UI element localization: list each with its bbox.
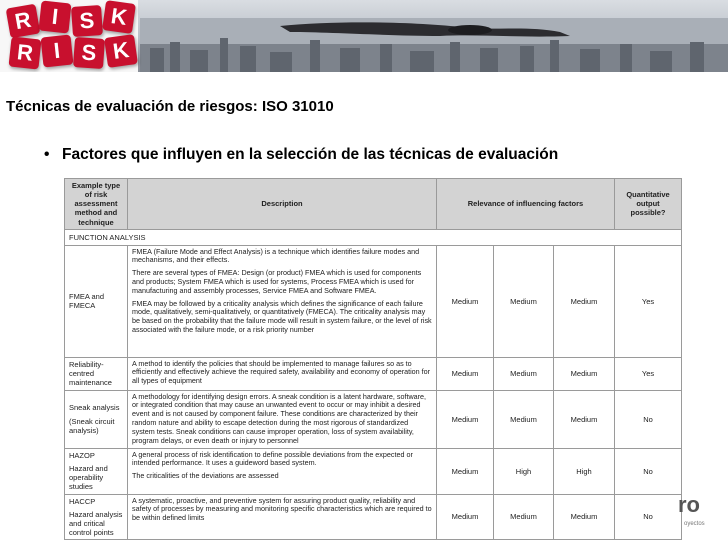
quantitative-cell: Yes — [615, 357, 682, 390]
relevance-cell: Medium — [494, 245, 554, 357]
watermark-logo: ro — [678, 492, 700, 517]
description-paragraph: A general process of risk identification to define possible deviations from the expected or intended performance. It uses a guideword based system. — [132, 449, 413, 468]
bullet-text: Factores que influyen en la selección de las técnicas de evaluación — [62, 146, 559, 163]
risk-logo-tile: S — [71, 5, 103, 37]
relevance-cell: Medium — [437, 357, 494, 390]
risk-logo-tile: R — [6, 4, 41, 39]
relevance-cell: High — [554, 448, 615, 494]
description-cell — [128, 357, 437, 390]
risk-techniques-table — [64, 178, 682, 540]
description-paragraph: FMEA may be followed by a criticality analysis which defines the significance of each failure mode, qualitatively, semi-qualitatively, or quantitatively (FMECA). The criticality analysis may be based on the probability that the failure mode will result in system failure, or the level of risk associated with the failure mode, or a risk priority number — [132, 298, 432, 334]
risk-logo-tile: I — [39, 1, 72, 34]
technique-cell — [65, 357, 128, 390]
quantitative-cell: Yes — [615, 245, 682, 357]
technique-subtitle: (Sneak circuit analysis) — [69, 416, 115, 435]
technique-name: HAZOP — [69, 450, 95, 460]
description-paragraph: The criticalities of the deviations are assessed — [132, 471, 279, 481]
quantitative-cell: No — [615, 494, 682, 540]
relevance-cell: Medium — [554, 245, 615, 357]
relevance-cell: Medium — [437, 245, 494, 357]
relevance-cell: Medium — [437, 390, 494, 448]
technique-name: Reliability-centred maintenance — [69, 359, 112, 388]
technique-cell — [65, 390, 128, 448]
relevance-cell: Medium — [554, 494, 615, 540]
header-technique: Example type of risk assessment method and technique — [65, 179, 128, 230]
description-cell — [128, 494, 437, 540]
table-row — [65, 245, 682, 357]
section-label: FUNCTION ANALYSIS — [65, 229, 682, 245]
relevance-cell: Medium — [437, 494, 494, 540]
technique-name: HACCP — [69, 496, 96, 506]
relevance-cell: Medium — [437, 448, 494, 494]
risk-logo — [0, 0, 138, 72]
technique-cell — [65, 494, 128, 540]
header-relevance: Relevance of influencing factors — [437, 179, 615, 230]
technique-subtitle: Hazard analysis and critical control points — [69, 509, 123, 538]
city-skyline-image — [140, 18, 728, 72]
bullet-dot-icon: • — [44, 146, 50, 163]
table-row — [65, 448, 682, 494]
description-paragraph: There are several types of FMEA: Design (or product) FMEA which is used for components and products; System FMEA which is used for systems, Process FMEA which is used for manufacturing and assembly processes, Service FMEA and Software FMEA. — [132, 268, 422, 295]
technique-name: Sneak analysis — [69, 403, 120, 413]
header-quantitative: Quantitative output possible? — [615, 179, 682, 230]
relevance-cell: Medium — [554, 390, 615, 448]
description-paragraph: FMEA (Failure Mode and Effect Analysis) is a technique which identifies failure modes and mechanisms, and their effects. — [132, 246, 420, 265]
relevance-cell: Medium — [494, 357, 554, 390]
risk-logo-tile: K — [104, 34, 138, 68]
technique-name: FMEA and FMECA — [69, 292, 105, 311]
header-description: Description — [128, 179, 437, 230]
slide-title: Técnicas de evaluación de riesgos: ISO 31010 — [6, 98, 334, 115]
risk-logo-tile: S — [73, 37, 105, 69]
description-paragraph: A systematic, proactive, and preventive system for assuring product quality, reliability and safety of processes by measuring and monitoring specific characteristics which are required to be within defined limits — [132, 495, 432, 523]
description-cell — [128, 245, 437, 357]
header-banner — [0, 0, 728, 72]
description-paragraph: A methodology for identifying design errors. A sneak condition is a latent hardware, software, or integrated condition that may cause an unwanted event to occur or may inhibit a desired event and is not caused by component failure. These conditions are characterized by their random nature and ability to escape detection during the most rigorous of standardized system tests. Sneak conditions can cause improper operation, loss of system availability, program delays, or even death or injury to personnel — [132, 391, 427, 445]
technique-subtitle: Hazard and operability studies — [69, 464, 108, 492]
description-cell — [128, 390, 437, 448]
risk-logo-tile: I — [41, 35, 74, 68]
relevance-cell: Medium — [494, 494, 554, 540]
bullet-item — [44, 146, 558, 164]
section-row — [65, 229, 682, 245]
description-cell — [128, 448, 437, 494]
risk-logo-tile: K — [102, 0, 136, 34]
quantitative-cell: No — [615, 390, 682, 448]
relevance-cell: Medium — [554, 357, 615, 390]
table-row — [65, 494, 682, 540]
table-row — [65, 390, 682, 448]
technique-cell — [65, 245, 128, 357]
quantitative-cell: No — [615, 448, 682, 494]
watermark-subtext: oyectos — [684, 521, 705, 527]
description-paragraph: A method to identify the policies that should be implemented to manage failures so as to efficiently and effectively achieve the required safety, availability and economy of operation for all types of equipment — [132, 358, 431, 386]
technique-cell — [65, 448, 128, 494]
table-row — [65, 357, 682, 390]
relevance-cell: High — [494, 448, 554, 494]
table-header-row — [65, 179, 682, 230]
risk-logo-tile: R — [9, 37, 42, 70]
relevance-cell: Medium — [494, 390, 554, 448]
